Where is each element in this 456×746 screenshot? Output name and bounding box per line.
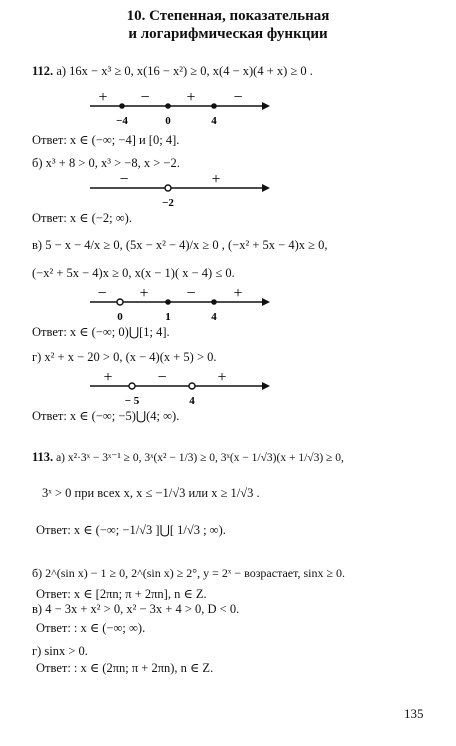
tick-label: −4 [116,115,128,127]
problem-112-a [32,64,313,79]
inequality-expression: 16x − x³ ≥ 0, x(16 − x²) ≥ 0, x(4 − x)(4 + x) ≥ 0 . [69,64,313,78]
sign-label: + [211,171,221,188]
inequality-expression: 4 − 3x + x² > 0, x² − 3x + 4 > 0, D < 0. [45,602,240,616]
inequality-expression: sinx > 0. [44,644,88,658]
chapter-title-line-2: и логарифмическая функции [128,26,328,42]
point-0 [165,103,171,109]
sign-label: + [217,369,227,386]
answer-113-b: Ответ: x ∈ [2πn; π + 2πn], n ∈ Z. [36,587,207,601]
answer-113-v: Ответ: : x ∈ (−∞; ∞). [36,621,146,635]
tick-label: 0 [165,115,171,127]
tick-label: 4 [211,311,217,323]
inequality-expression: x³ + 8 > 0, x³ > −8, x > −2. [45,156,180,170]
part-label: г) [32,644,42,658]
sign-label: + [98,89,108,106]
inequality-expression: 5 − x − 4/x ≥ 0, (5x − x² − 4)/x ≥ 0 , (−x² + 5x − 4)x ≥ 0, [45,238,328,252]
answer-112-a: Ответ: x ∈ (−∞; −4] и [0; 4]. [32,133,180,147]
number-line-112v [90,285,270,324]
part-label: в) [32,238,43,252]
point-minus-2-open [165,185,171,191]
sign-label: − [140,89,150,106]
problem-112-b [32,156,180,171]
tick-label: −2 [162,197,174,209]
tick-label: 4 [189,395,195,407]
part-label: а) [56,452,65,464]
tick-label: 0 [117,311,123,323]
problem-113-g [32,644,88,659]
problem-113-a-line-2: 3ˣ > 0 при всех x, x ≤ −1/√3 или x ≥ 1/√3 . [42,486,260,500]
number-line-112b [90,171,270,210]
point-minus-5-open [129,383,135,389]
axis-arrow [262,184,270,192]
part-label: а) [56,64,67,78]
axis-arrow [262,298,270,306]
answer-113-g: Ответ: : x ∈ (2πn; π + 2πn), n ∈ Z. [36,661,214,675]
sign-label: + [103,369,113,386]
inequality-expression: x² + x − 20 > 0, (x − 4)(x + 5) > 0. [44,350,217,364]
sign-label: + [233,285,243,302]
sign-label: − [119,171,129,188]
sign-label: − [186,285,196,302]
answer-112-g: Ответ: x ∈ (−∞; −5)⋃(4; ∞). [32,409,180,423]
point-0-open [117,299,123,305]
answer-113-a: Ответ: x ∈ (−∞; −1/√3 ]⋃[ 1/√3 ; ∞). [36,523,226,537]
problem-number: 112. [32,64,54,78]
number-line-112g [90,369,270,408]
problem-112-v-line-2: (−x² + 5x − 4)x ≥ 0, x(x − 1)( x − 4) ≤ 0. [32,266,235,280]
sign-label: − [233,89,243,106]
inequality-expression: 2^(sin x) − 1 ≥ 0, 2^(sin x) ≥ 2°, y = 2ˣ − возрастает, sinx ≥ 0. [45,566,346,580]
problem-112-v-line-1 [32,238,327,253]
part-label: б) [32,566,43,580]
point-4 [211,103,217,109]
axis-arrow [262,382,270,390]
part-label: г) [32,350,42,364]
axis-arrow [262,102,270,110]
point-4 [211,299,217,305]
problem-113-a [32,450,344,465]
problem-113-b [32,566,345,581]
problem-112-g [32,350,217,365]
sign-label: + [139,285,149,302]
sign-label: − [157,369,167,386]
sign-label: − [97,285,107,302]
tick-label: 4 [211,115,217,127]
part-label: б) [32,156,43,170]
inequality-expression: x²·3ˣ − 3ˣ⁻¹ ≥ 0, 3ˣ(x² − 1/3) ≥ 0, 3ˣ(x − 1/√3)(x + 1/√3) ≥ 0, [67,452,344,464]
answer-112-b: Ответ: x ∈ (−2; ∞). [32,211,132,225]
part-label: в) [32,602,43,616]
chapter-title-line-1: 10. Степенная, показательная [126,8,330,24]
sign-label: + [186,89,196,106]
number-line-112a [90,89,270,128]
point-1 [165,299,171,305]
page-number: 135 [404,706,424,721]
answer-112-v: Ответ: x ∈ (−∞; 0)⋃[1; 4]. [32,325,170,339]
point-minus-4 [119,103,125,109]
point-4-open [189,383,195,389]
problem-113-v [32,602,239,617]
tick-label: − 5 [124,395,140,407]
problem-number: 113. [32,450,54,464]
tick-label: 1 [165,311,171,323]
